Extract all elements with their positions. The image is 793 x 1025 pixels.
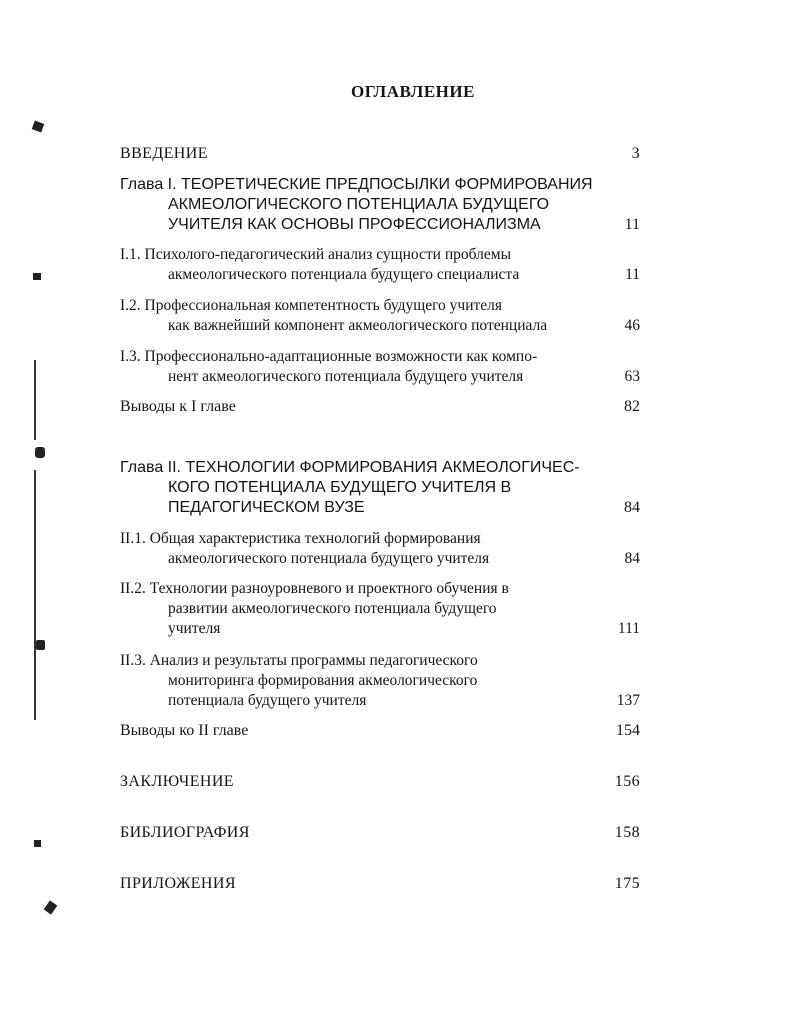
toc-entry-text: акмеологического потенциала будущего специалиста xyxy=(168,266,520,283)
toc-page-number: 63 xyxy=(624,368,640,385)
toc-page-number: 175 xyxy=(614,875,640,892)
toc-entry-section-1-1 xyxy=(120,245,640,285)
toc-entry-text: I.1. Психолого-педагогический анализ сущности проблемы xyxy=(120,246,511,263)
toc-entry-bibliography xyxy=(120,823,640,843)
page-title: ОГЛАВЛЕНИЕ xyxy=(351,82,475,101)
toc-entry-text: мониторинга формирования акмеологического xyxy=(168,672,478,689)
toc-entry-text: нент акмеологического потенциала будущего учителя xyxy=(168,368,524,385)
toc-page-number: 156 xyxy=(614,773,640,790)
toc-entry-section-2-2 xyxy=(120,579,640,639)
toc-entry-section-2-3 xyxy=(120,651,640,711)
scan-margin-line xyxy=(34,360,36,440)
toc-page-number: 154 xyxy=(616,722,640,739)
toc-page-number: 11 xyxy=(624,216,640,233)
toc-entry-text: Выводы к I главе xyxy=(120,398,236,415)
toc-entry-text: Глава I. ТЕОРЕТИЧЕСКИЕ ПРЕДПОСЫЛКИ ФОРМИРОВАНИЯ xyxy=(120,176,593,193)
toc-entry-text: потенциала будущего учителя xyxy=(168,692,367,709)
toc-entry-text: I.2. Профессиональная компетентность будущего учителя xyxy=(120,297,503,314)
toc-entry-text: развитии акмеологического потенциала будущего xyxy=(168,600,497,617)
toc-page-number: 158 xyxy=(614,824,640,841)
toc-page-number: 46 xyxy=(624,317,640,334)
toc-entry-text: ВВЕДЕНИЕ xyxy=(120,145,208,162)
toc-entry-text: КОГО ПОТЕНЦИАЛА БУДУЩЕГО УЧИТЕЛЯ В xyxy=(168,479,512,496)
toc-entry-section-1-2 xyxy=(120,296,640,336)
toc-page-number: 137 xyxy=(616,692,640,709)
toc-entry-text: акмеологического потенциала будущего учителя xyxy=(168,550,490,567)
toc-page-number: 84 xyxy=(624,550,640,567)
toc-entry-conclusions-2 xyxy=(120,721,640,741)
toc-entry-text: II.1. Общая характеристика технологий формирования xyxy=(120,530,481,547)
toc-entry-text: Глава II. ТЕХНОЛОГИИ ФОРМИРОВАНИЯ АКМЕОЛОГИЧЕС- xyxy=(120,459,580,476)
toc-entry-text: I.3. Профессионально-адаптационные возможности как компо- xyxy=(120,348,538,365)
toc-page-number: 11 xyxy=(625,266,640,283)
scan-speck xyxy=(32,121,44,133)
scan-speck xyxy=(36,640,45,650)
toc-entry-chapter-1 xyxy=(120,175,640,235)
toc-entry-text: II.3. Анализ и результаты программы педагогического xyxy=(120,652,478,669)
toc-entry-conclusions-1 xyxy=(120,397,640,417)
toc-entry-introduction xyxy=(120,144,640,164)
toc-page-number: 3 xyxy=(631,145,640,162)
toc-entry-conclusion xyxy=(120,772,640,792)
toc-entry-text: учителя xyxy=(168,620,221,637)
toc-entry-text: ЗАКЛЮЧЕНИЕ xyxy=(120,773,234,790)
toc-entry-text: УЧИТЕЛЯ КАК ОСНОВЫ ПРОФЕССИОНАЛИЗМА xyxy=(168,216,541,233)
toc-entry-text: II.2. Технологии разноуровневого и проектного обучения в xyxy=(120,580,509,597)
toc-page-number: 84 xyxy=(624,499,640,516)
scan-speck xyxy=(44,900,58,914)
scan-speck xyxy=(35,447,45,458)
toc-entry-text: ПРИЛОЖЕНИЯ xyxy=(120,875,236,892)
toc-page-number: 111 xyxy=(617,620,640,637)
scan-margin-line xyxy=(34,470,36,720)
scan-speck xyxy=(34,840,41,847)
scan-speck xyxy=(33,273,41,280)
toc-entry-text: Выводы ко II главе xyxy=(120,722,249,739)
toc-entry-text: БИБЛИОГРАФИЯ xyxy=(120,824,250,841)
toc-entry-text: как важнейший компонент акмеологического потенциала xyxy=(168,317,548,334)
toc-entry-text: АКМЕОЛОГИЧЕСКОГО ПОТЕНЦИАЛА БУДУЩЕГО xyxy=(168,196,550,213)
toc-entry-section-1-3 xyxy=(120,347,640,387)
toc-entry-chapter-2 xyxy=(120,458,640,518)
toc-page-number: 82 xyxy=(624,398,640,415)
toc-entry-appendices xyxy=(120,874,640,894)
toc-entry-section-2-1 xyxy=(120,529,640,569)
toc-entry-text: ПЕДАГОГИЧЕСКОМ ВУЗЕ xyxy=(168,499,365,516)
